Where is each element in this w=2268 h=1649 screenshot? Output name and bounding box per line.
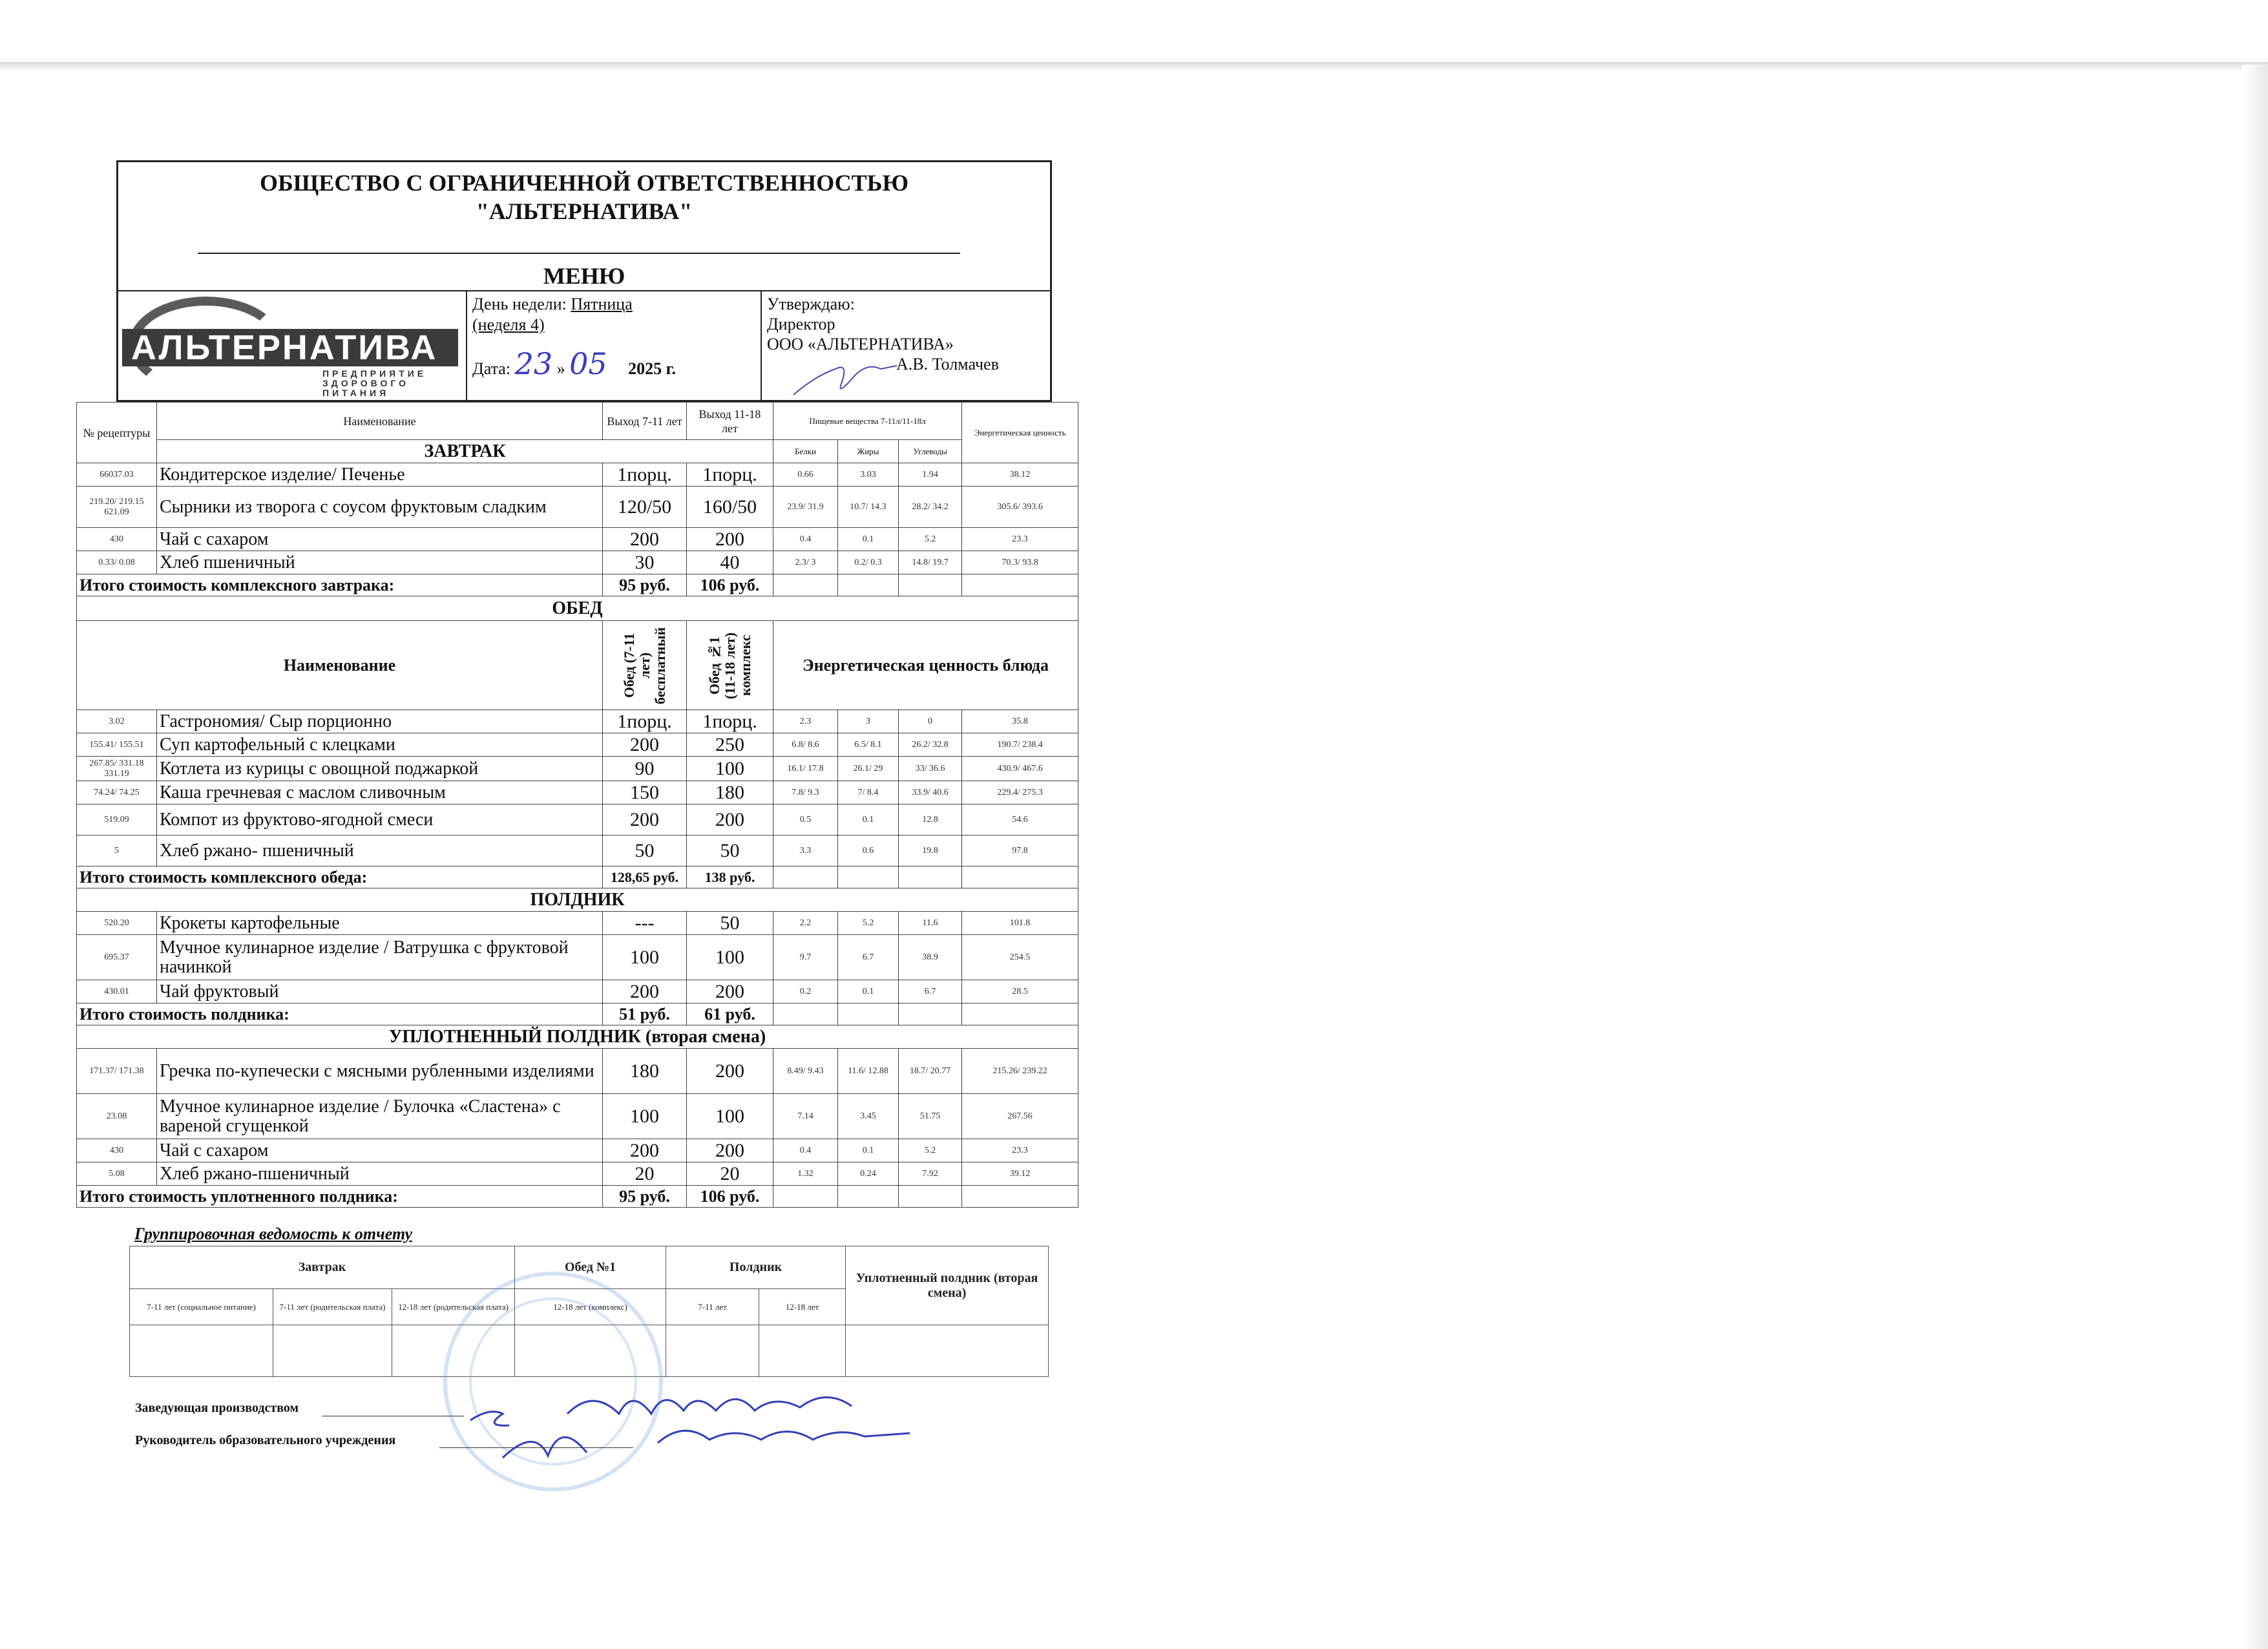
proteins: 2.2: [773, 912, 838, 935]
fats: 26.1/ 29: [838, 757, 899, 781]
fats: 6.5/ 8.1: [838, 733, 899, 757]
table-row: [77, 710, 1078, 733]
head-fats: Жиры: [838, 440, 899, 463]
table-row: [77, 1162, 1078, 1186]
energy: 70.3/ 93.8: [962, 551, 1078, 574]
portion-7-11: 1порц.: [603, 463, 687, 487]
fats: 5.2: [838, 912, 899, 935]
org-line-2: "АЛЬТЕРНАТИВА": [476, 198, 693, 224]
proteins: 0.4: [773, 1139, 838, 1162]
director-signature-icon: [790, 350, 900, 401]
recipe-no: 0.33/ 0.08: [77, 551, 157, 574]
dish-name: Гречка по-купечески с мясными рубленными изделиями: [157, 1049, 603, 1094]
dish-name: Чай с сахаром: [157, 528, 603, 551]
total-row-snack: [77, 1003, 1078, 1025]
date-label: Дата:: [472, 359, 511, 378]
date-day: 23: [514, 346, 553, 381]
section-title-snack2: УПЛОТНЕННЫЙ ПОЛДНИК (вторая смена): [77, 1025, 1078, 1049]
table-row: [77, 528, 1078, 551]
table-header-row: [77, 403, 1078, 440]
total-price-11-18: 106 руб.: [687, 574, 773, 596]
section-title-snack: ПОЛДНИК: [77, 888, 1078, 912]
approve-line-1: Утверждаю:: [767, 295, 855, 313]
portion-7-11: 1порц.: [603, 710, 687, 733]
portion-11-18: 50: [687, 912, 773, 935]
dish-name: Крокеты картофельные: [157, 912, 603, 935]
grouping-sub-5: 7-11 лет: [666, 1289, 759, 1325]
total-price-7-11: 95 руб.: [603, 574, 687, 596]
grouping-snack: Полдник: [666, 1246, 846, 1289]
total-price-11-18: 138 руб.: [687, 867, 773, 888]
total-row-snack2: [77, 1186, 1078, 1208]
section-row-snack2: [77, 1025, 1078, 1049]
portion-11-18: 20: [687, 1162, 773, 1186]
fats: 0.1: [838, 528, 899, 551]
dish-name: Чай с сахаром: [157, 1139, 603, 1162]
sign-head-production: Заведующая производством: [135, 1401, 299, 1415]
approve-line-2: Директор: [767, 315, 835, 333]
table-row: [77, 463, 1078, 487]
section-title-lunch: ОБЕД: [77, 596, 1078, 621]
carbs: 0: [899, 710, 962, 733]
table-row: [77, 835, 1078, 867]
table-row: [77, 757, 1078, 781]
proteins: 16.1/ 17.8: [773, 757, 838, 781]
fats: 0.6: [838, 835, 899, 867]
day-value: Пятница: [571, 295, 633, 313]
portion-7-11: 200: [603, 980, 687, 1003]
lunch-header-row: [77, 621, 1078, 710]
lunch-head-energy: Энергетическая ценность блюда: [773, 621, 1078, 710]
recipe-no: 430.01: [77, 980, 157, 1003]
approve-line-3: ООО «АЛЬТЕРНАТИВА»: [767, 335, 954, 353]
fats: 6.7: [838, 935, 899, 980]
energy: 190.7/ 238.4: [962, 733, 1078, 757]
proteins: 0.4: [773, 528, 838, 551]
total-row-lunch: [77, 867, 1078, 888]
menu-table: [76, 402, 1078, 1208]
dish-name: Мучное кулинарное изделие / Булочка «Сластена» с вареной сгущенкой: [157, 1094, 603, 1139]
dish-name: Котлета из курицы с овощной поджаркой: [157, 757, 603, 781]
proteins: 0.66: [773, 463, 838, 487]
carbs: 19.8: [899, 835, 962, 867]
logo-subtitle: ПРЕДПРИЯТИЕ ЗДОРОВОГО ПИТАНИЯ: [322, 368, 427, 398]
head-carbs: Углеводы: [899, 440, 962, 463]
table-row: [77, 935, 1078, 980]
grouping-sub-3: 12-18 лет (родительская плата): [392, 1289, 515, 1325]
fats: 3: [838, 710, 899, 733]
dish-name: Чай фруктовый: [157, 980, 603, 1003]
table-row: [77, 487, 1078, 528]
total-row-breakfast: [77, 574, 1078, 596]
section-title-breakfast: ЗАВТРАК: [157, 440, 773, 463]
table-row: [77, 781, 1078, 804]
recipe-no: 74.24/ 74.25: [77, 781, 157, 804]
proteins: 7.8/ 9.3: [773, 781, 838, 804]
proteins: 6.8/ 8.6: [773, 733, 838, 757]
energy: 39.12: [962, 1162, 1078, 1186]
recipe-no: 171.37/ 171.38: [77, 1049, 157, 1094]
portion-11-18: 180: [687, 781, 773, 804]
grouping-sub-1: 7-11 лет (социальное питание): [130, 1289, 273, 1325]
recipe-no: 519.09: [77, 804, 157, 835]
grouping-sub-4: 12-18 лет (комплекс): [515, 1289, 666, 1325]
scan-right-edge: [2242, 65, 2268, 1649]
carbs: 12.8: [899, 804, 962, 835]
fats: 11.6/ 12.88: [838, 1049, 899, 1094]
total-price-7-11: 51 руб.: [603, 1003, 687, 1025]
grouping-breakfast: Завтрак: [130, 1246, 515, 1289]
portion-7-11: 100: [603, 1094, 687, 1139]
fats: 0.24: [838, 1162, 899, 1186]
grouping-title: Группировочная ведомость к отчету: [134, 1224, 413, 1243]
dish-name: Мучное кулинарное изделие / Ватрушка с фруктовой начинкой: [157, 935, 603, 980]
portion-11-18: 100: [687, 1094, 773, 1139]
recipe-no: 695.37: [77, 935, 157, 980]
proteins: 7.14: [773, 1094, 838, 1139]
fats: 0.1: [838, 1139, 899, 1162]
portion-7-11: 150: [603, 781, 687, 804]
carbs: 1.94: [899, 463, 962, 487]
dish-name: Хлеб ржано- пшеничный: [157, 835, 603, 867]
header-divider-2: [761, 290, 762, 401]
company-logo: [122, 297, 458, 398]
portion-11-18: 1порц.: [687, 463, 773, 487]
portion-11-18: 50: [687, 835, 773, 867]
portion-7-11: 200: [603, 733, 687, 757]
total-label: Итого стоимость уплотненного полдника:: [77, 1186, 603, 1208]
energy: 305.6/ 393.6: [962, 487, 1078, 528]
carbs: 38.9: [899, 935, 962, 980]
total-price-11-18: 106 руб.: [687, 1186, 773, 1208]
fats: 3.03: [838, 463, 899, 487]
scan-edge: [0, 62, 2268, 71]
header-divider-1: [466, 290, 467, 401]
table-row: [77, 1139, 1078, 1162]
approve-line-4: А.В. Толмачев: [896, 355, 999, 373]
portion-11-18: 160/50: [687, 487, 773, 528]
carbs: 33/ 36.6: [899, 757, 962, 781]
portion-7-11: 20: [603, 1162, 687, 1186]
recipe-no: 430: [77, 528, 157, 551]
carbs: 51.75: [899, 1094, 962, 1139]
dish-name: Сырники из творога с соусом фруктовым сладким: [157, 487, 603, 528]
portion-7-11: 180: [603, 1049, 687, 1094]
proteins: 0.5: [773, 804, 838, 835]
sign-head-organization: Руководитель образовательного учреждения: [135, 1433, 396, 1447]
carbs: 5.2: [899, 528, 962, 551]
dish-name: Кондитерское изделие/ Печенье: [157, 463, 603, 487]
fats: 0.1: [838, 804, 899, 835]
portion-11-18: 200: [687, 1139, 773, 1162]
dish-name: Хлеб пшеничный: [157, 551, 603, 574]
portion-7-11: ---: [603, 912, 687, 935]
energy: 28.5: [962, 980, 1078, 1003]
recipe-no: 155.41/ 155.51: [77, 733, 157, 757]
table-row: [77, 912, 1078, 935]
portion-11-18: 1порц.: [687, 710, 773, 733]
head-nutrients: Пищевые вещества 7-11л/11-18л: [773, 403, 962, 440]
recipe-no: 219.20/ 219.15 621.09: [77, 487, 157, 528]
portion-7-11: 30: [603, 551, 687, 574]
energy: 97.8: [962, 835, 1078, 867]
head-name: Наименование: [157, 403, 603, 440]
energy: 35.8: [962, 710, 1078, 733]
total-price-11-18: 61 руб.: [687, 1003, 773, 1025]
energy: 254.5: [962, 935, 1078, 980]
proteins: 2.3/ 3: [773, 551, 838, 574]
recipe-no: 66037.03: [77, 463, 157, 487]
portion-11-18: 250: [687, 733, 773, 757]
total-label: Итого стоимость полдника:: [77, 1003, 603, 1025]
head-proteins: Белки: [773, 440, 838, 463]
portion-7-11: 120/50: [603, 487, 687, 528]
org-line-1: ОБЩЕСТВО С ОГРАНИЧЕННОЙ ОТВЕТСТВЕННОСТЬЮ: [260, 170, 908, 196]
grouping-sub-6: 12-18 лет: [759, 1289, 846, 1325]
date-year: 2025 г.: [628, 359, 677, 378]
carbs: 11.6: [899, 912, 962, 935]
proteins: 8.49/ 9.43: [773, 1049, 838, 1094]
energy: 215.26/ 239.22: [962, 1049, 1078, 1094]
portion-11-18: 200: [687, 528, 773, 551]
recipe-no: 520.20: [77, 912, 157, 935]
org-name: [118, 169, 1050, 226]
energy: 229.4/ 275.3: [962, 781, 1078, 804]
carbs: 14.8/ 19.7: [899, 551, 962, 574]
carbs: 26.2/ 32.8: [899, 733, 962, 757]
recipe-no: 23.08: [77, 1094, 157, 1139]
portion-11-18: 200: [687, 804, 773, 835]
total-price-7-11: 95 руб.: [603, 1186, 687, 1208]
table-row: [77, 1094, 1078, 1139]
grouping-snack2: Уплотненный полдник (вторая смена): [846, 1246, 1049, 1325]
energy: 267.56: [962, 1094, 1078, 1139]
recipe-no: 430: [77, 1139, 157, 1162]
head-out-11-18: Выход 11-18 лет: [687, 403, 773, 440]
portion-11-18: 100: [687, 757, 773, 781]
header-box: [116, 160, 1052, 402]
fats: 0.2/ 0.3: [838, 551, 899, 574]
carbs: 5.2: [899, 1139, 962, 1162]
table-row: [77, 980, 1078, 1003]
logo-text: АЛЬТЕРНАТИВА: [122, 329, 458, 366]
carbs: 28.2/ 34.2: [899, 487, 962, 528]
total-price-7-11: 128,65 руб.: [603, 867, 687, 888]
table-row: [77, 551, 1078, 574]
day-block: [472, 294, 633, 335]
section-row-snack: [77, 888, 1078, 912]
proteins: 2.3: [773, 710, 838, 733]
recipe-no: 5: [77, 835, 157, 867]
dish-name: Суп картофельный с клецками: [157, 733, 603, 757]
dish-name: Гастрономия/ Сыр порционно: [157, 710, 603, 733]
date-block: [472, 346, 677, 381]
energy: 23.3: [962, 1139, 1078, 1162]
head-recipe-no: № рецептуры: [77, 403, 157, 463]
portion-7-11: 100: [603, 935, 687, 980]
recipe-no: 5.08: [77, 1162, 157, 1186]
portion-11-18: 200: [687, 1049, 773, 1094]
head-out-7-11: Выход 7-11 лет: [603, 403, 687, 440]
handwritten-signatures-icon: [464, 1375, 916, 1465]
proteins: 23.9/ 31.9: [773, 487, 838, 528]
portion-7-11: 50: [603, 835, 687, 867]
table-row: [77, 1049, 1078, 1094]
dish-name: Хлеб ржано-пшеничный: [157, 1162, 603, 1186]
proteins: 1.32: [773, 1162, 838, 1186]
portion-11-18: 40: [687, 551, 773, 574]
portion-7-11: 200: [603, 1139, 687, 1162]
fats: 3.45: [838, 1094, 899, 1139]
section-row-lunch: [77, 596, 1078, 621]
fats: 10.7/ 14.3: [838, 487, 899, 528]
day-label: День недели:: [472, 295, 567, 313]
carbs: 18.7/ 20.77: [899, 1049, 962, 1094]
total-label: Итого стоимость комплексного обеда:: [77, 867, 603, 888]
grouping-sub-2: 7-11 лет (родительская плата): [273, 1289, 392, 1325]
dish-name: Каша гречневая с маслом сливочным: [157, 781, 603, 804]
total-label: Итого стоимость комплексного завтрака:: [77, 574, 603, 596]
portion-7-11: 90: [603, 757, 687, 781]
date-separator: »: [556, 359, 565, 378]
carbs: 6.7: [899, 980, 962, 1003]
recipe-no: 267.85/ 331.18 331.19: [77, 757, 157, 781]
fats: 0.1: [838, 980, 899, 1003]
portion-11-18: 100: [687, 935, 773, 980]
energy: 101.8: [962, 912, 1078, 935]
proteins: 9.7: [773, 935, 838, 980]
recipe-no: 3.02: [77, 710, 157, 733]
portion-7-11: 200: [603, 528, 687, 551]
energy: 430.9/ 467.6: [962, 757, 1078, 781]
menu-title: МЕНЮ: [543, 263, 625, 289]
proteins: 0.2: [773, 980, 838, 1003]
energy: 54.6: [962, 804, 1078, 835]
carbs: 33.9/ 40.6: [899, 781, 962, 804]
dish-name: Компот из фруктово-ягодной смеси: [157, 804, 603, 835]
lunch-head-c1: Обед (7-11 лет) бесплатный: [620, 626, 668, 704]
energy: 38.12: [962, 463, 1078, 487]
head-energy: Энергетическая ценность: [962, 403, 1078, 463]
date-month: 05: [569, 346, 607, 381]
energy: 23.3: [962, 528, 1078, 551]
lunch-head-c2: Обед №1 (11-18 лет) комплекс: [706, 631, 753, 699]
fats: 7/ 8.4: [838, 781, 899, 804]
header-separator: [118, 290, 1050, 291]
breakfast-title-row: [77, 440, 1078, 463]
portion-11-18: 200: [687, 980, 773, 1003]
proteins: 3.3: [773, 835, 838, 867]
table-row: [77, 804, 1078, 835]
week-value: (неделя 4): [472, 315, 545, 334]
lunch-head-name: Наименование: [77, 621, 603, 710]
grouping-lunch: Обед №1: [515, 1246, 666, 1289]
portion-7-11: 200: [603, 804, 687, 835]
table-row: [77, 733, 1078, 757]
carbs: 7.92: [899, 1162, 962, 1186]
